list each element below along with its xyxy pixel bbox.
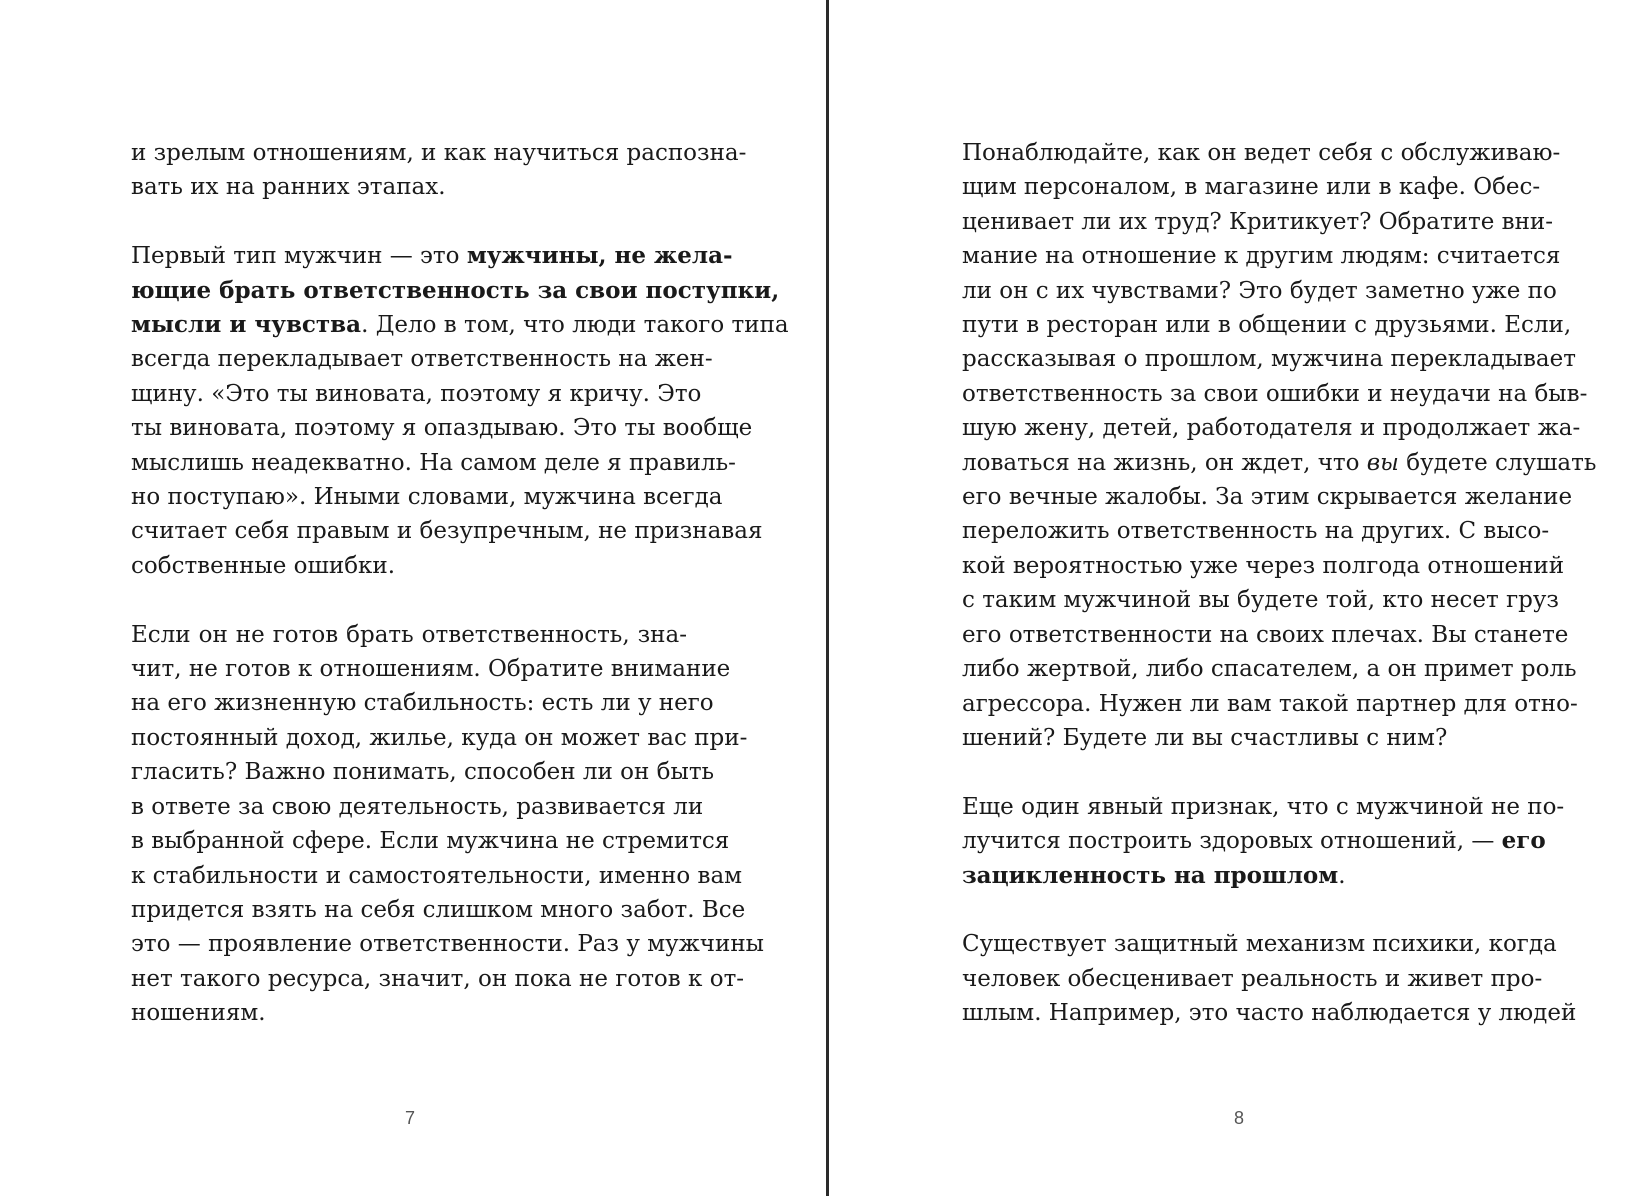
text-line [131,618,687,652]
text-segment: в ответе за свою деятельность, развивается ли [131,793,704,820]
text-line [962,411,1581,445]
text-line [131,480,723,514]
right-page-text [962,136,1597,1031]
text-segment: с таким мужчиной вы будете той, кто несет груз [962,587,1559,614]
text-segment: это — проявление ответственности. Раз у мужчины [131,931,764,958]
text-segment: его ответственности на своих плечах. Вы станете [962,621,1569,648]
text-line [962,962,1543,996]
text-segment: щину. «Это ты виновата, поэтому я кричу. Это [131,380,702,407]
text-segment: шений? Будете ли вы счастливы с ним? [962,724,1448,751]
text-segment: переложить ответственность на других. С высо- [962,518,1550,545]
text-line [131,411,753,445]
page-number-left: 7 [404,1108,415,1128]
text-line [962,859,1518,893]
text-segment: пути в ресторан или в общении с друзьями. Если, [962,312,1572,339]
text-line [131,239,733,273]
text-segment: ответственность за свои ошибки и неудачи на быв- [962,380,1588,407]
text-line [962,721,1518,755]
paragraph [962,790,1565,893]
text-segment: и зрелым отношениям, и как научиться распозна- [131,140,747,166]
text-segment: ли он с их чувствами? Это будет заметно уже по [962,277,1557,304]
text-segment: . [1338,862,1346,889]
bold-text: зацикленность на прошлом [962,861,1339,889]
text-line [131,996,687,1030]
text-segment: вать их на ранних этапах. [131,174,446,201]
text-segment: Первый тип мужчин — это [131,243,467,270]
text-segment: ценивает ли их труд? Критикует? Обратите вни- [962,208,1554,235]
text-segment: нет такого ресурса, значит, он пока не готов к от- [131,965,745,992]
text-line [131,549,687,583]
text-segment: придется взять на себя слишком много забот. Все [131,896,746,923]
text-segment: ловаться на жизнь, он ждет, что [962,449,1367,476]
text-line [962,996,1577,1030]
text-segment: либо жертвой, либо спасателем, а он примет роль [962,656,1577,683]
text-segment: лучится построить здоровых отношений, — [962,828,1502,855]
paragraph [131,136,747,205]
text-line [131,790,704,824]
text-segment: ношениям. [131,1000,266,1027]
text-segment: чит, не готов к отношениям. Обратите внимание [131,656,731,683]
text-segment: всегда перекладывает ответственность на жен- [131,346,713,373]
text-segment: на его жизненную стабильность: есть ли у него [131,690,714,717]
text-line [962,308,1572,342]
text-line [131,170,687,204]
text-line [962,342,1576,376]
text-line [962,652,1577,686]
bold-text: мужчины, не жела- [466,242,733,270]
text-line [962,618,1569,652]
text-segment: гласить? Важно понимать, способен ли он быть [131,759,715,786]
text-line [962,549,1565,583]
text-segment: Еще один явный признак, что с мужчиной не по- [962,793,1565,820]
left-page-text [131,136,789,1031]
text-line [962,377,1588,411]
text-segment: шлым. Например, это часто наблюдается у людей [962,1000,1577,1027]
page-number-right: 8 [1233,1108,1244,1128]
text-line [131,755,715,789]
text-line [131,859,743,893]
text-line [131,686,714,720]
text-line [131,274,780,308]
text-segment: в выбранной сфере. Если мужчина не стремится [131,828,730,855]
text-line [962,583,1559,617]
bold-text: мысли и чувства [131,311,362,339]
text-line [131,136,747,170]
text-line [962,239,1561,273]
text-segment: считает себя правым и безупречным, не признавая [131,518,763,545]
text-segment: к стабильности и самостоятельности, именно вам [131,862,743,889]
paragraph [962,136,1597,755]
text-segment: Понаблюдайте, как он ведет себя с обслуживаю- [962,140,1561,166]
text-segment: ты виновата, поэтому я опаздываю. Это ты вообще [131,415,753,442]
text-line [962,274,1557,308]
right-page [829,0,1649,1196]
text-line [131,652,731,686]
text-segment: Если он не готов брать ответственность, зна- [131,621,687,648]
text-line [131,377,702,411]
paragraph [131,618,764,1031]
text-line [962,790,1565,824]
text-line [962,446,1597,480]
text-line [962,927,1557,961]
text-segment: собственные ошибки. [131,552,396,579]
text-segment: но поступаю». Иными словами, мужчина всегда [131,484,723,511]
text-segment: агрессора. Нужен ли вам такой партнер для отно- [962,690,1578,717]
text-segment: кой вероятностью уже через полгода отношений [962,552,1565,579]
text-segment: шую жену, детей, работодателя и продолжает жа- [962,415,1581,442]
text-line [131,962,745,996]
text-segment: . Дело в том, что люди такого типа [361,312,789,339]
text-line [962,170,1541,204]
text-segment: постоянный доход, жилье, куда он может вас при- [131,724,748,751]
text-segment: его вечные жалобы. За этим скрывается желание [962,484,1573,511]
text-line [131,308,789,342]
italic-text: вы [1366,449,1399,476]
text-segment: будете слушать [1398,449,1597,476]
text-segment: мыслишь неадекватно. На самом деле я правиль- [131,449,736,476]
text-line [131,893,746,927]
text-segment: рассказывая о прошлом, мужчина перекладывает [962,346,1576,373]
text-line [962,824,1546,858]
text-line [962,480,1573,514]
text-line [131,446,736,480]
text-segment: щим персоналом, в магазине или в кафе. Обес- [962,174,1541,201]
text-segment: человек обесценивает реальность и живет про- [962,965,1543,992]
text-line [131,824,730,858]
text-line [131,342,713,376]
text-line [962,514,1550,548]
text-segment: мание на отношение к другим людям: считается [962,243,1561,270]
text-segment: Существует защитный механизм психики, когда [962,931,1557,958]
paragraph [131,239,789,583]
text-line [131,514,763,548]
text-line [962,205,1554,239]
bold-text: ющие брать ответственность за свои поступки, [131,276,780,304]
bold-text: его [1501,827,1546,855]
text-line [131,927,764,961]
text-line [962,687,1578,721]
text-line [962,136,1561,170]
paragraph [962,927,1577,1030]
text-line [131,721,748,755]
